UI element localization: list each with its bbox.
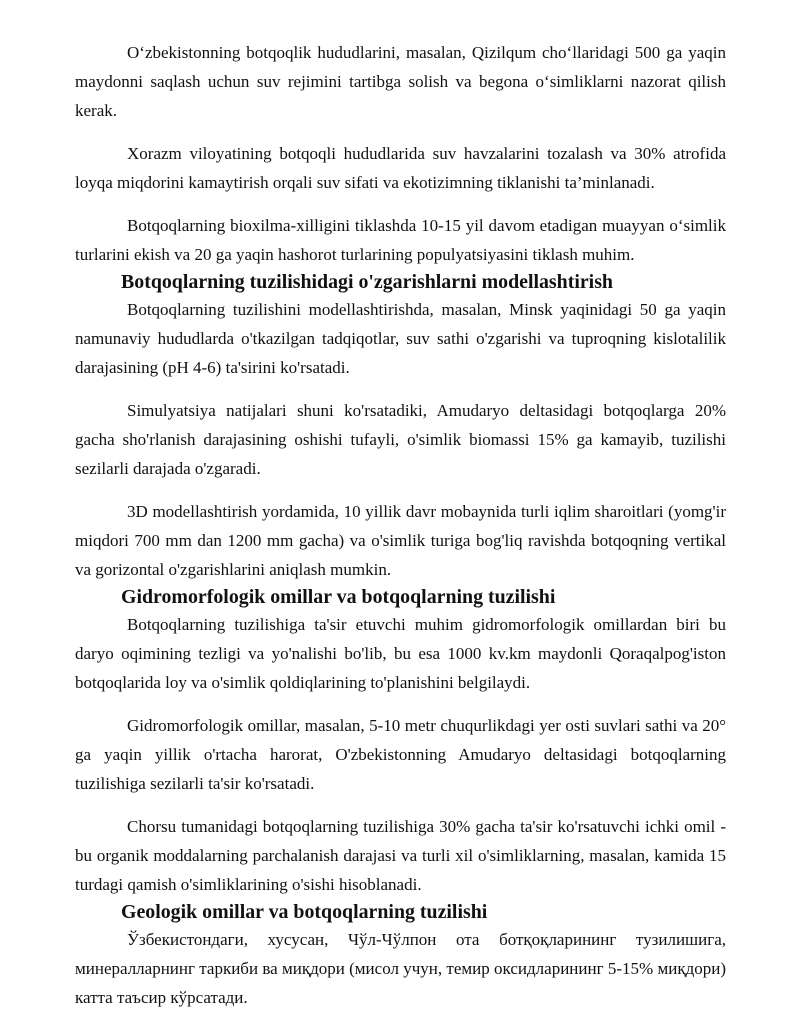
- paragraph: Gidromorfologik omillar, masalan, 5-10 metr chuqurlikdagi yer osti suvlari sathi va 20° ga yaqin yillik o'rtacha harorat, O'zbekistonning Amudaryo deltasidagi botqoqlarning tuzilishiga sezilarli ta'sir ko'rsatadi.: [75, 716, 726, 793]
- paragraph: Botqoqlarning bioxilma-xilligini tiklashda 10-15 yil davom etadigan muayyan oʻsimlik turlarini ekish va 20 ga yaqin hashorot turlarining populyatsiyasini tiklash muhim.: [75, 216, 726, 264]
- paragraph: 3D modellashtirish yordamida, 10 yillik davr mobaynida turli iqlim sharoitlari (yomg'ir miqdori 700 mm dan 1200 mm gacha) va o'simlik turiga bog'liq ravishda botqoqning vertikal va gorizontal o'zgarishlarini aniqlash mumkin.: [75, 502, 726, 579]
- paragraph: Oʻzbekistonning botqoqlik hududlarini, masalan, Qizilqum choʻllaridagi 500 ga yaqin maydonni saqlash uchun suv rejimini tartibga solish va begona oʻsimliklarni nazorat qilish kerak.: [75, 43, 726, 120]
- section-heading: Botqoqlarning tuzilishidagi o'zgarishlarni modellashtirish: [121, 271, 613, 293]
- paragraph: Botqoqlarning tuzilishini modellashtirishda, masalan, Minsk yaqinidagi 50 ga yaqin namunaviy hududlarda o'tkazilgan tadqiqotlar, suv sathi o'zgarishi va tuproqning kislotalilik darajasining (pH 4-6) ta'sirini ko'rsatadi.: [75, 300, 726, 377]
- paragraph: Chorsu tumanidagi botqoqlarning tuzilishiga 30% gacha ta'sir ko'rsatuvchi ichki omil - bu organik moddalarning parchalanish darajasi va turli xil o'simliklarning, masalan, kamida 15 turdagi qamish o'simliklarining o'sishi hisoblanadi.: [75, 817, 726, 894]
- section-heading: Geologik omillar va botqoqlarning tuzilishi: [121, 901, 488, 923]
- section-heading: Gidromorfologik omillar va botqoqlarning tuzilishi: [121, 586, 556, 608]
- paragraph: Simulyatsiya natijalari shuni ko'rsatadiki, Amudaryo deltasidagi botqoqlarga 20% gacha sho'rlanish darajasining oshishi tufayli, o'simlik biomassi 15% ga kamayib, tuzilishi sezilarli darajada o'zgaradi.: [75, 401, 726, 478]
- paragraph: Botqoqlarning tuzilishiga ta'sir etuvchi muhim gidromorfologik omillardan biri bu daryo oqimining tezligi va yo'nalishi bo'lib, bu esa 1000 kv.km maydonli Qoraqalpog'iston botqoqlarida loy va o'simlik qoldiqlarining to'planishini belgilaydi.: [75, 615, 726, 692]
- paragraph: Ўзбекистондаги, хусусан, Чўл-Чўлпон ота ботқоқларининг тузилишига, минералларнинг таркиби ва миқдори (мисол учун, темир оксидларининг 5-15% миқдори) катта таъсир кўрсатади.: [75, 930, 726, 1007]
- paragraph: Xorazm viloyatining botqoqli hududlarida suv havzalarini tozalash va 30% atrofida loyqa miqdorini kamaytirish orqali suv sifati va ekotizimning tiklanishi ta’minlanadi.: [75, 144, 726, 192]
- document-page: [75, 38, 726, 1012]
